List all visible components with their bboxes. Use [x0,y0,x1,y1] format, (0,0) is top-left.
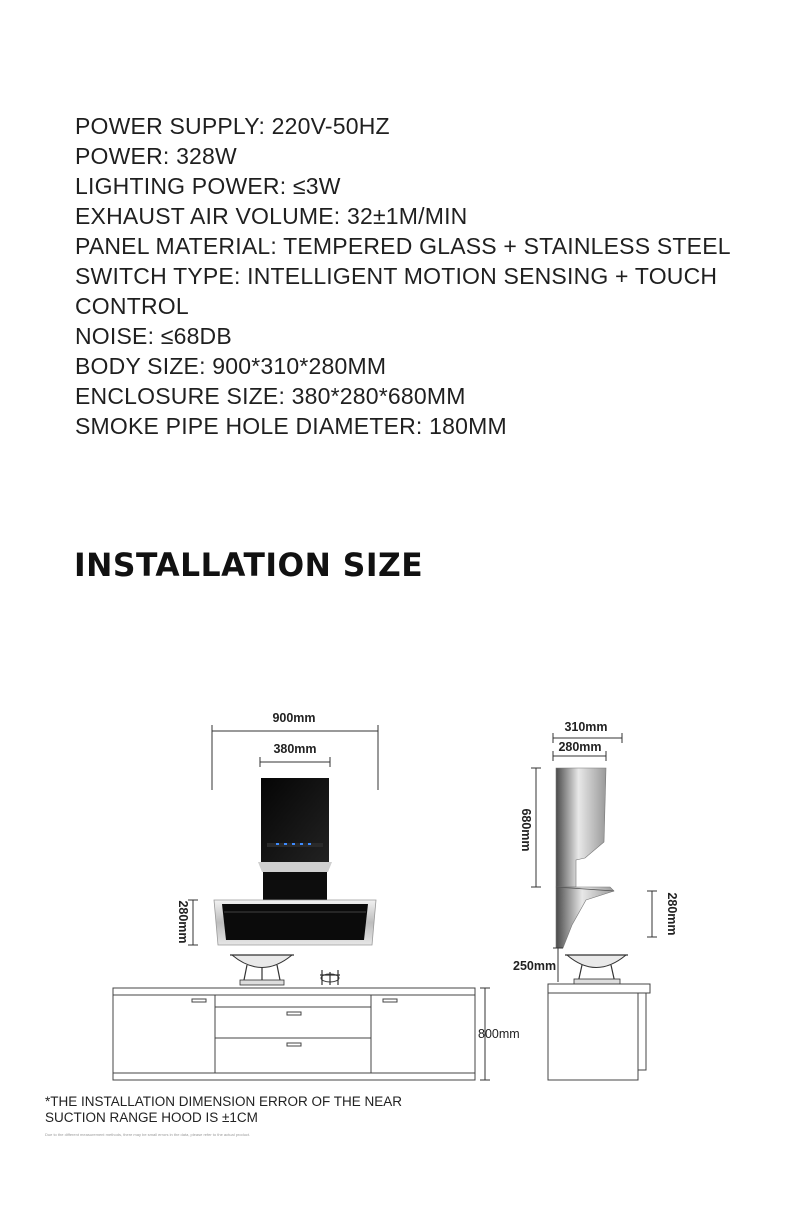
front-view [113,711,520,1080]
label-900mm: 900mm [272,711,316,725]
spec-panel-material: PANEL MATERIAL: TEMPERED GLASS + STAINLESS STEEL [75,233,731,259]
label-280mm-front: 280mm [176,900,190,944]
label-800mm: 800mm [478,1027,520,1041]
cabinet-front [113,988,475,1080]
dim-680 [519,768,541,887]
spec-switch-type: SWITCH TYPE: INTELLIGENT MOTION SENSING + TOUCH CONTROL [75,263,718,319]
spec-enclosure-size: ENCLOSURE SIZE: 380*280*680MM [75,383,466,409]
hood-enclosure [258,778,332,900]
stove-items [230,955,340,985]
dim-380 [260,742,330,767]
label-250mm: 250mm [513,959,557,973]
spec-noise: NOISE: ≤68DB [75,323,232,349]
label-280mm-depth: 280mm [558,740,602,754]
spec-exhaust-air-volume: EXHAUST AIR VOLUME: 32±1M/MIN [75,203,468,229]
spec-power: POWER: 328W [75,143,237,169]
dim-250 [513,948,563,982]
label-680mm: 680mm [519,808,533,852]
side-stove [565,955,628,984]
label-380mm: 380mm [273,742,317,756]
section-title: INSTALLATION SIZE [74,546,424,584]
installation-note: *THE INSTALLATION DIMENSION ERROR OF THE NEAR SUCTION RANGE HOOD IS ±1CM [45,1094,403,1125]
label-280mm-side: 280mm [665,892,679,936]
dim-800 [478,988,520,1080]
spec-smoke-pipe-diameter: SMOKE PIPE HOLE DIAMETER: 180MM [75,413,507,439]
side-hood [556,768,614,948]
spec-power-supply: POWER SUPPLY: 220V-50HZ [75,113,390,139]
spec-lighting-power: LIGHTING POWER: ≤3W [75,173,341,199]
dim-280-front [176,900,198,945]
hood-body [214,900,376,945]
dim-280-side [647,891,679,937]
cabinet-side [548,984,650,1080]
fine-print: Due to the different measurement methods, there may be small errors in the data, please refer to the actual product. [45,1132,251,1137]
dim-280-depth [553,740,606,761]
label-310mm: 310mm [564,720,608,734]
spec-body-size: BODY SIZE: 900*310*280MM [75,353,387,379]
side-view [513,720,679,1080]
